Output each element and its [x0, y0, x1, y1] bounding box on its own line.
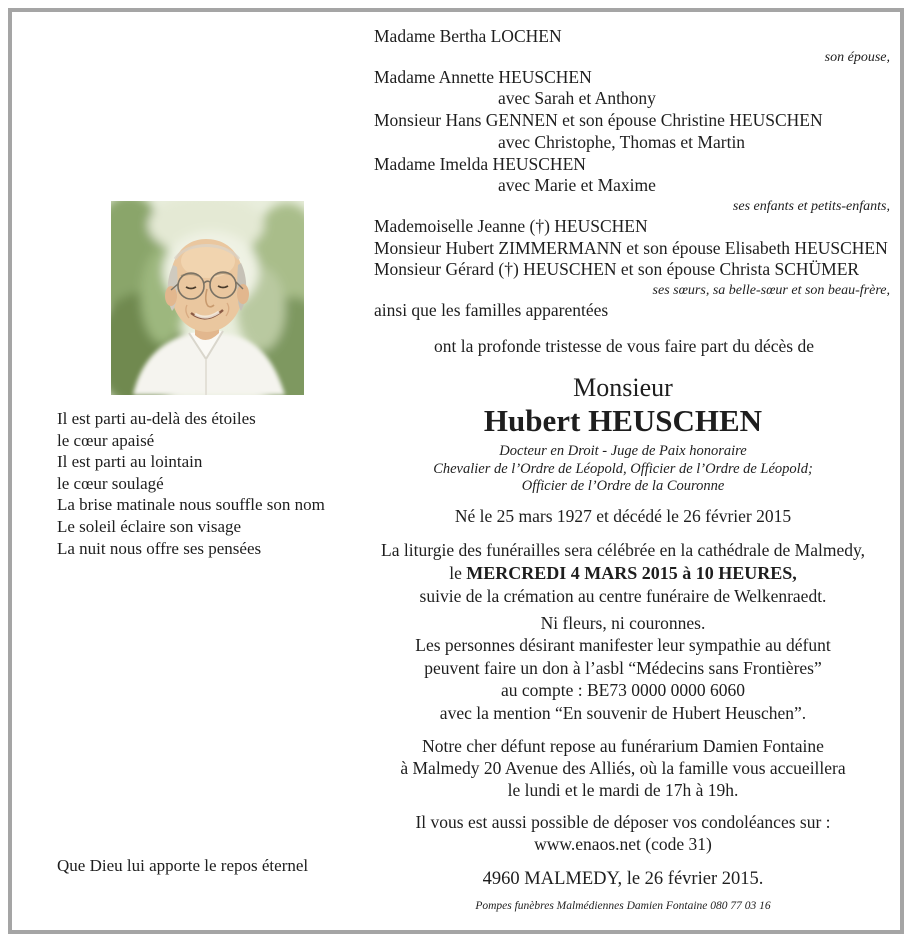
family-member: Monsieur Hubert ZIMMERMANN et son épouse Elisabeth HEUSCHEN [374, 237, 888, 258]
repose-details [374, 735, 890, 801]
condolences-details [374, 811, 890, 855]
deceased-name: Hubert HEUSCHEN [483, 403, 763, 439]
ceremony-line: La liturgie des funérailles sera célébrée en la cathédrale de Malmedy, [381, 539, 865, 560]
family-children: avec Sarah et Anthony [498, 88, 656, 109]
family-member: Mademoiselle Jeanne (†) HEUSCHEN [374, 215, 648, 236]
poem-line: La brise matinale nous souffle son nom [57, 495, 325, 515]
family-relation: son épouse, [824, 49, 890, 65]
tribute-line: Les personnes désirant manifester leur sympathie au défunt [415, 635, 831, 656]
poem-line: Il est parti au lointain [57, 452, 203, 472]
family-extended: ainsi que les familles apparentées [374, 300, 609, 321]
family-relation: ses enfants et petits-enfants, [732, 198, 890, 214]
poem-line: le cœur apaisé [57, 430, 155, 450]
announcement-column [374, 26, 890, 914]
poem-line: La nuit nous offre ses pensées [57, 538, 262, 558]
tribute-line: peuvent faire un don à l’asbl “Médecins sans Frontières” [424, 657, 822, 678]
family-children: avec Christophe, Thomas et Martin [498, 131, 746, 152]
prayer-line: Que Dieu lui apporte le repos éternel [57, 856, 309, 875]
ceremony-date-bold: MERCREDI 4 MARS 2015 à 10 HEURES, [466, 562, 797, 583]
family-member: Monsieur Gérard (†) HEUSCHEN et son épouse Christa SCHÜMER [374, 259, 860, 280]
condolences-line: Il vous est aussi possible de déposer vos condoléances sur : [415, 811, 831, 832]
funeral-home-credit: Pompes funèbres Malmédiennes Damien Fontaine 080 77 03 16 [475, 899, 771, 912]
repose-line: à Malmedy 20 Avenue des Alliés, où la famille vous accueillera [400, 757, 846, 778]
tribute-line: avec la mention “En souvenir de Hubert Heuschen”. [439, 702, 807, 723]
repose-line: Notre cher défunt repose au funérarium Damien Fontaine [422, 735, 824, 756]
tribute-line: au compte : BE73 0000 0000 6060 [500, 680, 745, 701]
family-children: avec Marie et Maxime [498, 175, 656, 196]
condolences-website: www.enaos.net (code 31) [534, 833, 712, 854]
ceremony-details [374, 539, 890, 608]
family-member: Madame Bertha LOCHEN [374, 26, 562, 46]
family-member: Madame Annette HEUSCHEN [374, 66, 592, 87]
portrait-photo-illustration [111, 201, 304, 395]
life-dates: Né le 25 mars 1927 et décédé le 26 février 2015 [454, 505, 792, 526]
family-member: Madame Imelda HEUSCHEN [374, 153, 586, 174]
family-list [374, 26, 890, 322]
closing-line: 4960 MALMEDY, le 26 février 2015. [482, 868, 764, 889]
deceased-honors [374, 443, 890, 496]
ceremony-date-line: le MERCREDI 4 MARS 2015 à 10 HEURES, [449, 562, 797, 583]
deceased-title: Monsieur [573, 373, 673, 403]
tribute-line: Ni fleurs, ni couronnes. [540, 612, 706, 633]
poem-line: Il est parti au-delà des étoiles [57, 409, 256, 428]
poem-line: Le soleil éclaire son visage [57, 516, 242, 536]
portrait-photo [111, 201, 304, 395]
family-relation: ses sœurs, sa belle-sœur et son beau-frère, [652, 283, 890, 299]
tributes-details [374, 612, 890, 724]
poem-line: le cœur soulagé [57, 473, 164, 493]
honor-line: Officier de l’Ordre de la Couronne [521, 478, 725, 495]
family-member: Monsieur Hans GENNEN et son épouse Christine HEUSCHEN [374, 110, 823, 131]
repose-line: le lundi et le mardi de 17h à 19h. [507, 779, 739, 800]
honor-line: Chevalier de l’Ordre de Léopold, Officier de l’Ordre de Léopold; [433, 460, 813, 477]
memorial-poem [57, 408, 357, 559]
honor-line: Docteur en Droit - Juge de Paix honoraire [499, 443, 747, 460]
announcement-sentence: ont la profonde tristesse de vous faire part du décès de [434, 335, 815, 356]
ceremony-line: suivie de la crémation au centre funéraire de Welkenraedt. [419, 585, 827, 606]
